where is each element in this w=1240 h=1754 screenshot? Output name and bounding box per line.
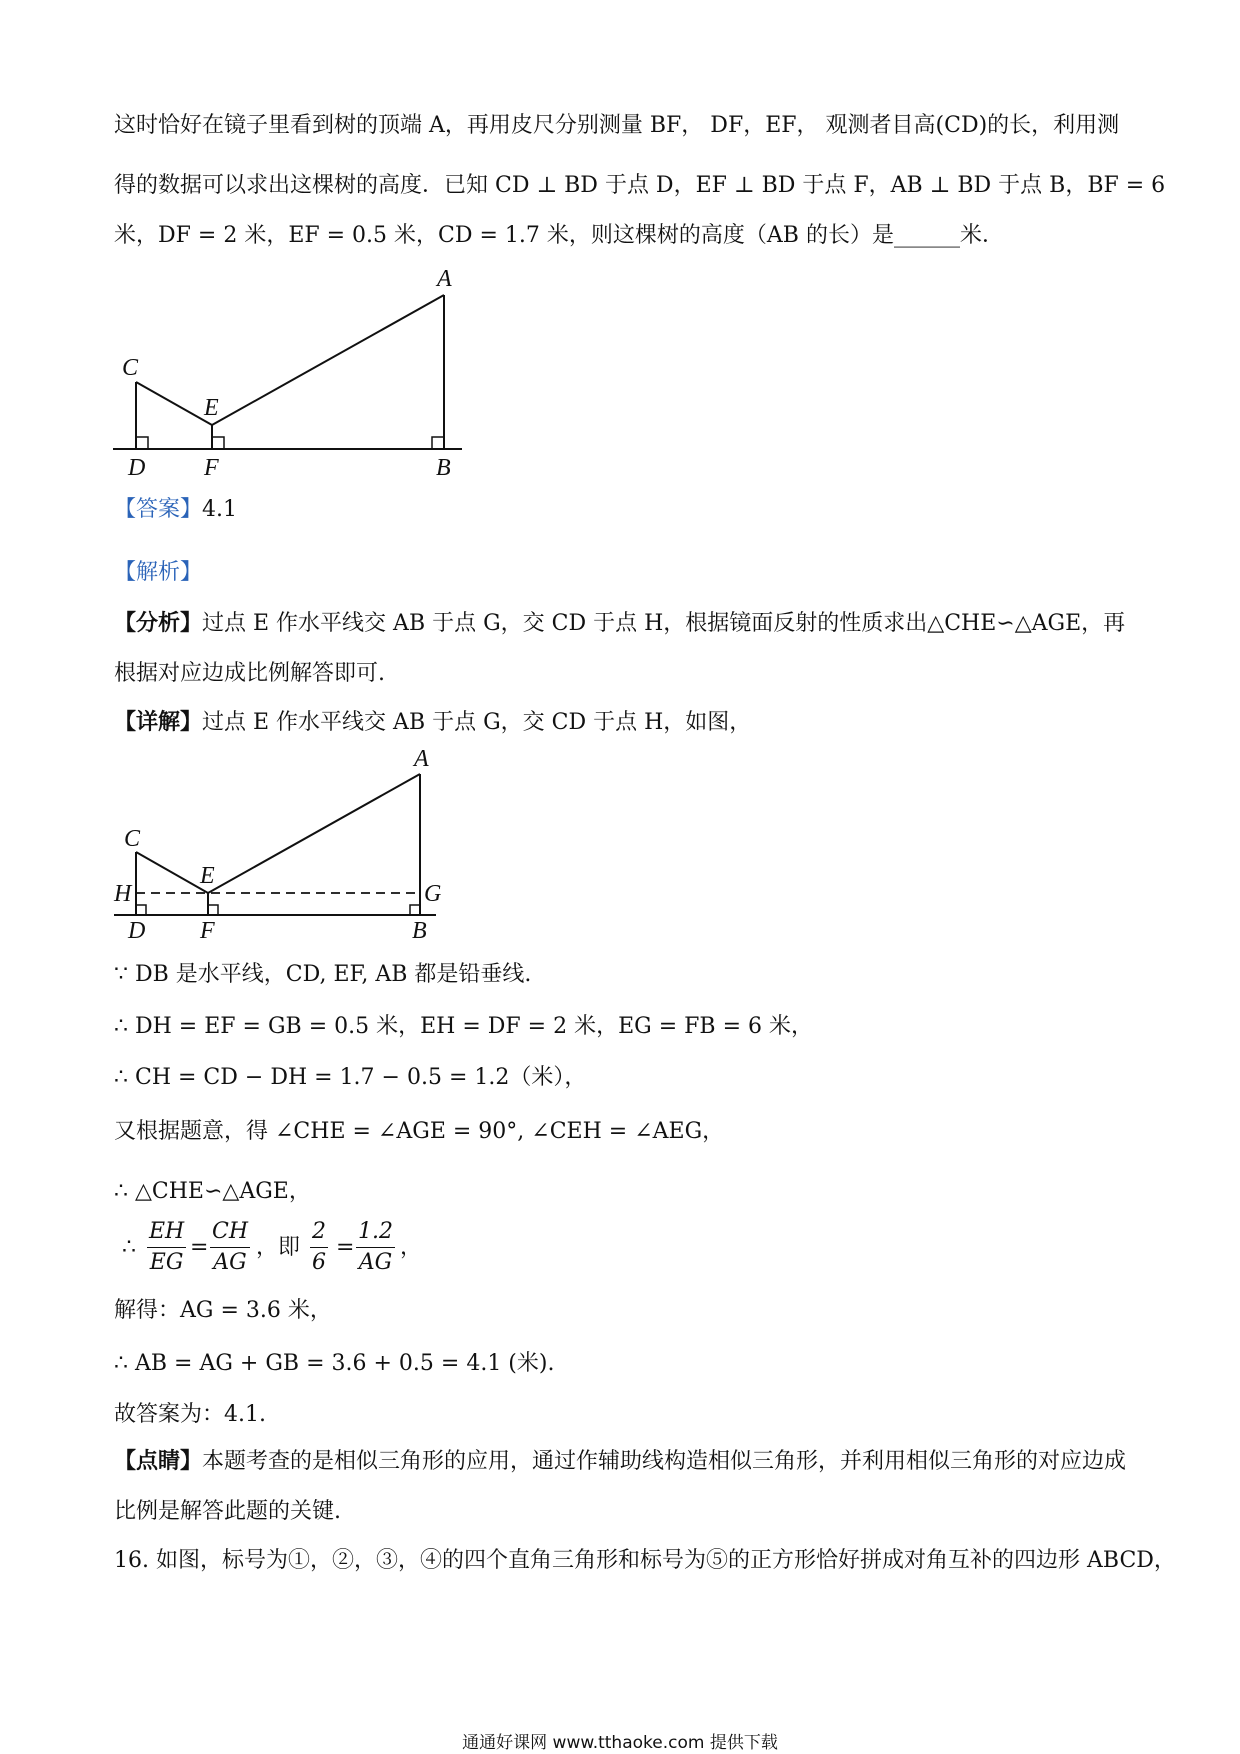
step-6-mid: ，即 (256, 1235, 301, 1260)
fig2-label-b: B (412, 918, 427, 944)
step-6-prefix: ∴ (122, 1235, 136, 1260)
dianjing-text-1: 本题考查的是相似三角形的应用，通过作辅助线构造相似三角形，并利用相似三角形的对应边成 (202, 1449, 1127, 1474)
fraction-eh-eg-num: EH (147, 1217, 186, 1248)
fig1-label-c: C (122, 355, 139, 381)
fraction-ch-ag-den: AG (213, 1250, 247, 1275)
detail-tag: 【详解】 (114, 710, 203, 735)
fraction-12-ag (356, 1217, 395, 1278)
step-2: ∴ DH = EF = GB = 0.5 米，EH = DF = 2 米，EG = FB = 6 米， (114, 1014, 813, 1039)
dianjing-line-2: 比例是解答此题的关键. (114, 1499, 341, 1524)
fig1-label-b: B (436, 455, 451, 481)
equals-sign-2: = (336, 1235, 355, 1260)
fraction-12-ag-num: 1.2 (356, 1217, 395, 1248)
fraction-2-6-num: 2 (310, 1217, 328, 1248)
problem-line-1: 这时恰好在镜子里看到树的顶端 A，再用皮尺分别测量 BF， DF，EF， 观测者目高(CD)的长，利用测 (114, 113, 1120, 138)
step-3: ∴ CH = CD − DH = 1.7 − 0.5 = 1.2（米）， (114, 1065, 587, 1090)
fig1-label-a: A (437, 266, 452, 292)
fraction-eh-eg (147, 1217, 186, 1278)
detail-line (114, 708, 751, 738)
fraction-2-6-den: 6 (312, 1250, 326, 1275)
next-problem-line: 16. 如图，标号为①，②，③，④的四个直角三角形和标号为⑤的正方形恰好拼成对角互补的四边形 ABCD， (114, 1548, 1176, 1573)
fraction-2-6 (310, 1217, 328, 1278)
step-1: ∵ DB 是水平线，CD, EF, AB 都是铅垂线. (114, 962, 532, 987)
fig2-label-h: H (114, 881, 132, 907)
fenxi-text-1: 过点 E 作水平线交 AB 于点 G，交 CD 于点 H，根据镜面反射的性质求出△CHE∽△AGE，再 (202, 611, 1126, 636)
detail-text: 过点 E 作水平线交 AB 于点 G，交 CD 于点 H，如图， (202, 710, 752, 735)
problem-line-3: 米，DF = 2 米，EF = 0.5 米，CD = 1.7 米，则这棵树的高度（AB 的长）是______米． (114, 223, 1004, 248)
answer-tag: 【答案】 (114, 497, 203, 522)
fraction-ch-ag (210, 1217, 250, 1278)
fig1-label-e: E (204, 395, 219, 421)
figure-1-diagram (100, 262, 480, 484)
fig2-label-f: F (200, 918, 215, 944)
answer-line (114, 495, 237, 525)
fig2-label-c: C (124, 826, 141, 852)
fig2-label-d: D (128, 918, 146, 944)
fenxi-line-2: 根据对应边成比例解答即可. (114, 661, 385, 686)
analysis-tag: 【解析】 (114, 560, 203, 585)
dianjing-line-1 (114, 1447, 1126, 1477)
step-9: 故答案为：4.1. (114, 1402, 266, 1427)
step-5: ∴ △CHE∽△AGE， (114, 1179, 311, 1204)
fig2-label-a: A (414, 748, 429, 772)
page-footer: 通通好课网 www.tthaoke.com 提供下载 (462, 1733, 778, 1753)
fig2-label-g: G (424, 881, 442, 907)
figure-2-diagram (100, 748, 460, 948)
fenxi-tag: 【分析】 (114, 611, 203, 636)
dianjing-tag: 【点睛】 (114, 1449, 203, 1474)
fraction-12-ag-den: AG (358, 1250, 393, 1275)
fraction-ch-ag-num: CH (210, 1217, 250, 1248)
fig1-label-f: F (204, 455, 219, 481)
step-8: ∴ AB = AG + GB = 3.6 + 0.5 = 4.1 (米). (114, 1351, 555, 1376)
step-7: 解得：AG = 3.6 米， (114, 1298, 332, 1323)
fenxi-line-1 (114, 609, 1125, 639)
equals-sign-1: = (190, 1235, 209, 1260)
fraction-eh-eg-den: EG (149, 1250, 184, 1275)
problem-line-2: 得的数据可以求出这棵树的高度．已知 CD ⊥ BD 于点 D，EF ⊥ BD 于点 F，AB ⊥ BD 于点 B，BF = 6 (114, 173, 1166, 198)
step-6-end: ， (400, 1235, 423, 1260)
fig1-label-d: D (128, 455, 146, 481)
answer-value: 4.1 (202, 497, 238, 522)
fig2-label-e: E (200, 863, 215, 889)
step-4: 又根据题意，得 ∠CHE = ∠AGE = 90°, ∠CEH = ∠AEG， (114, 1119, 725, 1144)
